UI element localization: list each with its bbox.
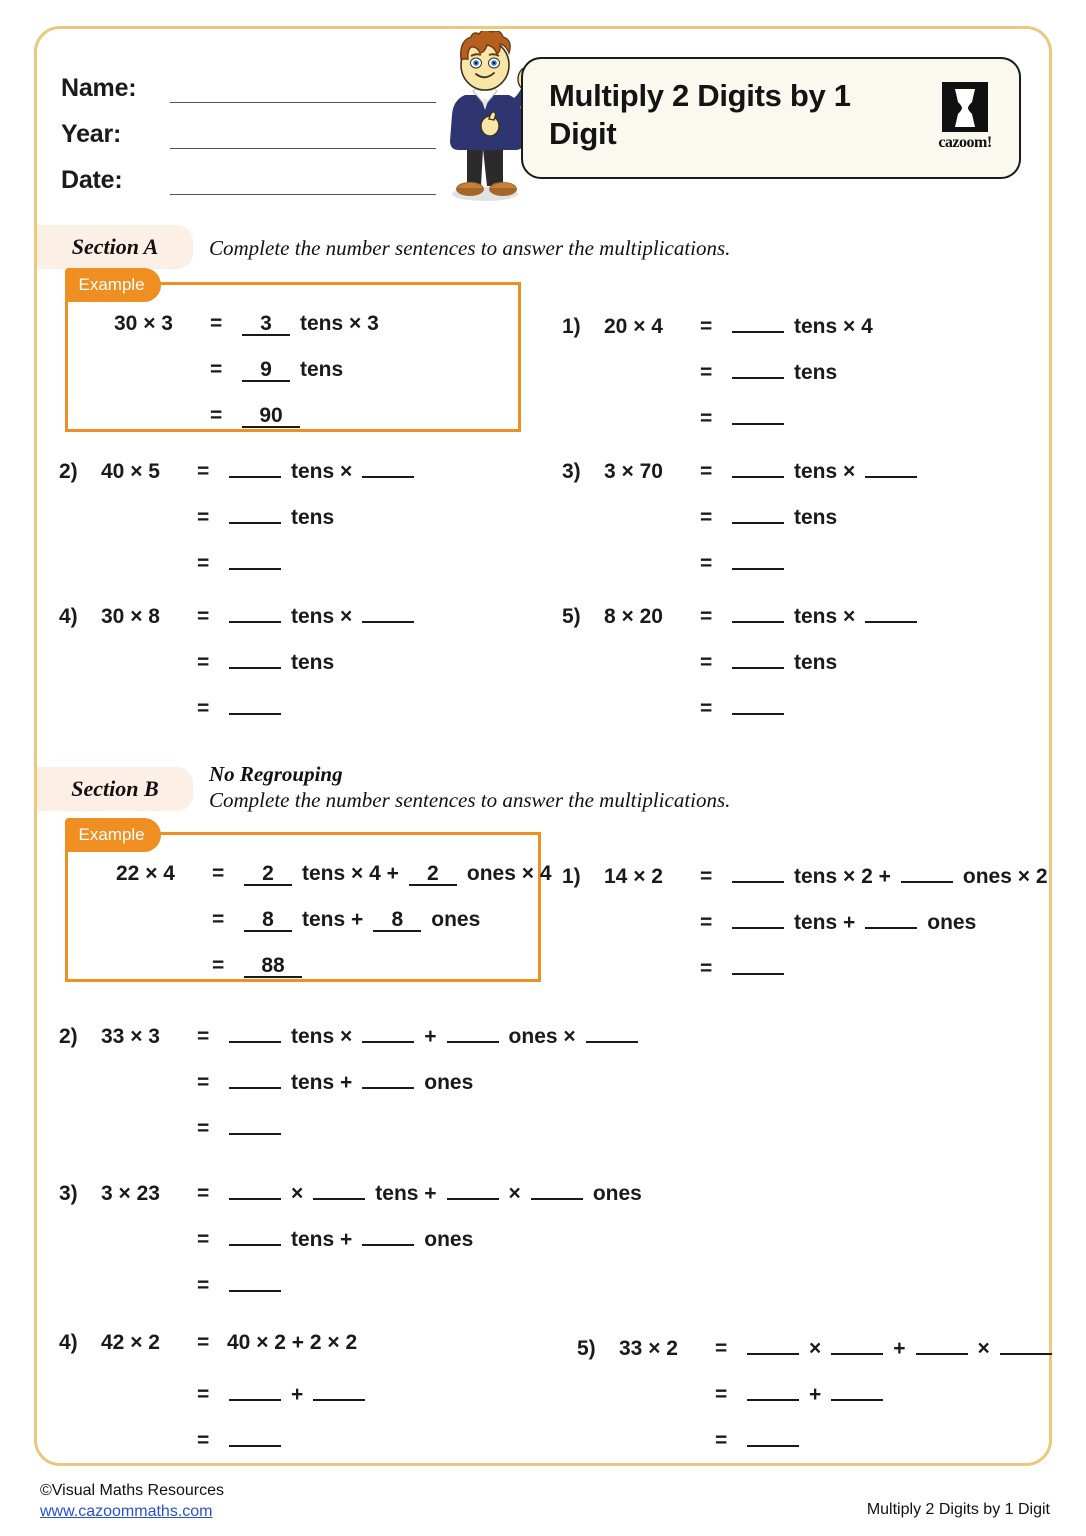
answer-blank[interactable]: 9	[242, 358, 290, 382]
answer-blank[interactable]	[747, 1377, 799, 1401]
math-line	[59, 1065, 644, 1111]
answer-blank[interactable]	[447, 1176, 499, 1200]
question-block	[59, 1019, 644, 1157]
date-input-line[interactable]	[170, 164, 436, 195]
answer-blank[interactable]	[229, 691, 281, 715]
math-line	[114, 312, 383, 358]
answer-blank[interactable]	[747, 1331, 799, 1355]
question-block	[59, 1331, 371, 1469]
section-a-instruction: Complete the number sentences to answer the multiplications.	[209, 236, 731, 260]
question-block	[59, 454, 420, 592]
math-expression: 33 × 2	[619, 1337, 678, 1360]
equals-sign: =	[197, 1331, 210, 1354]
answer-blank[interactable]	[732, 905, 784, 929]
equals-sign: =	[197, 1383, 210, 1406]
math-label: +	[809, 1383, 822, 1406]
worksheet-page-frame	[34, 26, 1052, 1466]
math-line	[116, 954, 556, 1000]
math-expression: 33 × 3	[101, 1025, 160, 1048]
answer-blank[interactable]	[732, 599, 784, 623]
name-input-line[interactable]	[170, 72, 436, 103]
math-label: tens +	[302, 908, 364, 931]
math-label: tens ×	[291, 1025, 353, 1048]
section-b-instruction: Complete the number sentences to answer the multiplications.	[209, 788, 731, 812]
math-label: tens +	[794, 911, 856, 934]
equals-sign: =	[212, 908, 225, 931]
question-number: 3)	[562, 460, 581, 483]
math-expression: 20 × 4	[604, 315, 663, 338]
answer-blank[interactable]	[229, 1176, 281, 1200]
math-label: tens +	[291, 1071, 353, 1094]
year-field-label: Year:	[61, 120, 122, 148]
question-block	[562, 454, 923, 592]
equals-sign: =	[700, 957, 713, 980]
answer-blank[interactable]	[229, 1019, 281, 1043]
section-b-example-box	[65, 825, 552, 982]
math-label: ×	[977, 1337, 990, 1360]
math-line	[562, 401, 877, 447]
math-expression: 42 × 2	[101, 1331, 160, 1354]
answer-blank[interactable]: 90	[242, 404, 300, 428]
math-label: tens +	[291, 1228, 353, 1251]
math-line	[116, 908, 556, 954]
math-expression: 30 × 3	[114, 312, 173, 335]
math-label: tens × 3	[300, 312, 379, 335]
math-label: tens +	[375, 1182, 437, 1205]
math-line	[59, 1268, 646, 1314]
worksheet-header	[37, 29, 1049, 204]
equals-sign: =	[197, 1429, 210, 1452]
equals-sign: =	[715, 1429, 728, 1452]
answer-blank[interactable]	[732, 691, 784, 715]
answer-blank[interactable]	[732, 859, 784, 883]
math-label: ×	[291, 1182, 304, 1205]
answer-blank[interactable]	[1000, 1331, 1052, 1355]
math-line	[116, 862, 556, 908]
section-a-label	[37, 225, 193, 269]
equals-sign: =	[700, 651, 713, 674]
page-title: Multiply 2 Digits by 1 Digit	[549, 78, 851, 151]
answer-blank[interactable]	[732, 645, 784, 669]
answer-blank[interactable]	[229, 1222, 281, 1246]
math-line	[59, 546, 420, 592]
equals-sign: =	[197, 460, 210, 483]
answer-blank[interactable]	[732, 309, 784, 333]
math-line	[562, 951, 1052, 997]
question-number: 1)	[562, 315, 581, 338]
question-block	[577, 1331, 1058, 1469]
year-input-line[interactable]	[170, 118, 436, 149]
question-number: 4)	[59, 1331, 78, 1354]
footer-worksheet-name: Multiply 2 Digits by 1 Digit	[866, 1501, 1050, 1518]
section-a-example-content	[114, 312, 383, 450]
answer-blank[interactable]	[229, 454, 281, 478]
math-line	[59, 1331, 371, 1377]
equals-sign: =	[700, 552, 713, 575]
section-b-example-badge: Example	[65, 818, 161, 852]
question-number: 5)	[577, 1337, 596, 1360]
answer-blank[interactable]	[362, 599, 414, 623]
question-number: 1)	[562, 865, 581, 888]
math-line	[59, 1111, 644, 1157]
equals-sign: =	[715, 1337, 728, 1360]
math-label: ones × 2	[962, 865, 1048, 888]
question-block	[562, 309, 877, 447]
date-field-label: Date:	[61, 166, 123, 194]
math-line	[562, 645, 923, 691]
math-label: +	[424, 1025, 437, 1048]
cazoom-logo	[931, 82, 999, 160]
question-block	[562, 859, 1052, 997]
answer-blank[interactable]	[229, 546, 281, 570]
section-a-example-badge: Example	[65, 268, 161, 302]
year-field-row	[61, 103, 436, 149]
answer-blank[interactable]	[732, 951, 784, 975]
math-line	[562, 599, 923, 645]
answer-blank[interactable]	[229, 1111, 281, 1135]
name-field-row	[61, 57, 436, 103]
math-line	[562, 859, 1052, 905]
answer-blank[interactable]: 88	[244, 954, 302, 978]
math-label: tens × 2 +	[794, 865, 891, 888]
answer-blank[interactable]	[831, 1331, 883, 1355]
math-line	[114, 404, 383, 450]
equals-sign: =	[197, 506, 210, 529]
answer-blank[interactable]	[586, 1019, 638, 1043]
equals-sign: =	[700, 460, 713, 483]
math-line	[59, 599, 420, 645]
math-label: tens	[794, 651, 838, 674]
answer-blank[interactable]	[229, 500, 281, 524]
math-label: ones	[431, 908, 481, 931]
section-b-instruction-wrap	[209, 761, 730, 813]
math-label: tens	[291, 651, 335, 674]
math-line	[577, 1377, 1058, 1423]
question-number: 2)	[59, 1025, 78, 1048]
math-label: ones	[592, 1182, 642, 1205]
question-block	[59, 1176, 646, 1314]
math-label: tens ×	[794, 605, 856, 628]
equals-sign: =	[197, 605, 210, 628]
answer-blank[interactable]	[362, 1065, 414, 1089]
equals-sign: =	[700, 911, 713, 934]
math-line	[59, 1377, 371, 1423]
equals-sign: =	[197, 1025, 210, 1048]
answer-blank[interactable]	[865, 454, 917, 478]
answer-blank[interactable]	[229, 645, 281, 669]
math-label: tens	[300, 358, 344, 381]
footer-website-link[interactable]: www.cazoommaths.com	[40, 1503, 213, 1520]
math-expression: 14 × 2	[604, 865, 663, 888]
equals-sign: =	[715, 1383, 728, 1406]
section-a-label-text: Section A	[71, 234, 159, 259]
footer-left	[40, 1480, 224, 1522]
answer-blank[interactable]	[732, 454, 784, 478]
equals-sign: =	[197, 1228, 210, 1251]
cazoom-logo-mark-icon	[942, 82, 988, 132]
question-number: 3)	[59, 1182, 78, 1205]
math-expression: 30 × 8	[101, 605, 160, 628]
answer-blank[interactable]: 8	[373, 908, 421, 932]
math-line	[59, 500, 420, 546]
answer-blank[interactable]	[362, 1222, 414, 1246]
answer-blank[interactable]	[747, 1423, 799, 1447]
math-expression: 3 × 70	[604, 460, 663, 483]
student-info-fields	[61, 57, 436, 195]
math-line	[114, 358, 383, 404]
math-line	[59, 1222, 646, 1268]
answer-blank[interactable]	[447, 1019, 499, 1043]
question-block	[562, 599, 923, 737]
equals-sign: =	[210, 404, 223, 427]
cazoom-logo-wordmark: cazoom!	[938, 134, 992, 151]
math-label: tens	[794, 361, 838, 384]
answer-blank[interactable]	[313, 1176, 365, 1200]
math-label: ones × 4	[466, 862, 552, 885]
math-line	[577, 1331, 1058, 1377]
math-line	[59, 691, 420, 737]
math-label: ones	[424, 1071, 474, 1094]
math-line	[562, 905, 1052, 951]
equals-sign: =	[197, 1071, 210, 1094]
question-block	[59, 599, 420, 737]
section-b-label-text: Section B	[71, 776, 159, 801]
math-label: tens ×	[794, 460, 856, 483]
math-label: ones ×	[508, 1025, 576, 1048]
equals-sign: =	[197, 1274, 210, 1297]
copyright-text: ©Visual Maths Resources	[40, 1482, 225, 1499]
answer-blank[interactable]	[831, 1377, 883, 1401]
math-label: tens ×	[291, 605, 353, 628]
math-line	[562, 454, 923, 500]
equals-sign: =	[700, 697, 713, 720]
section-a-example-box	[65, 275, 521, 432]
equals-sign: =	[212, 862, 225, 885]
math-expression: 40 × 5	[101, 460, 160, 483]
section-b-example-content	[116, 862, 556, 1000]
section-b-label	[37, 767, 193, 811]
answer-blank[interactable]	[229, 599, 281, 623]
section-b-sub-title: No Regrouping	[209, 762, 343, 786]
answer-blank[interactable]	[865, 905, 917, 929]
math-line	[59, 1176, 646, 1222]
answer-blank[interactable]	[732, 401, 784, 425]
equals-sign: =	[700, 605, 713, 628]
math-label: ones	[424, 1228, 474, 1251]
equals-sign: =	[210, 312, 223, 335]
answer-blank[interactable]	[362, 1019, 414, 1043]
answer-blank[interactable]	[531, 1176, 583, 1200]
math-label: tens × 4	[794, 315, 873, 338]
math-line	[562, 309, 877, 355]
equals-sign: =	[700, 407, 713, 430]
equals-sign: =	[700, 361, 713, 384]
answer-blank[interactable]: 2	[244, 862, 292, 886]
name-field-label: Name:	[61, 74, 137, 102]
math-label: tens × 4 +	[302, 862, 399, 885]
equals-sign: =	[700, 315, 713, 338]
answer-blank[interactable]	[901, 859, 953, 883]
math-line	[59, 1019, 644, 1065]
math-label: +	[893, 1337, 906, 1360]
answer-blank[interactable]: 2	[409, 862, 457, 886]
math-line	[59, 454, 420, 500]
equals-sign: =	[210, 358, 223, 381]
answer-blank[interactable]	[313, 1377, 365, 1401]
answer-blank[interactable]: 3	[242, 312, 290, 336]
math-label: ×	[508, 1182, 521, 1205]
math-label: ×	[809, 1337, 822, 1360]
answer-blank[interactable]	[732, 355, 784, 379]
answer-blank[interactable]: 8	[244, 908, 292, 932]
math-label: tens	[291, 506, 335, 529]
equals-sign: =	[197, 697, 210, 720]
math-line	[59, 645, 420, 691]
question-number: 4)	[59, 605, 78, 628]
answer-blank[interactable]	[362, 454, 414, 478]
math-expression: 3 × 23	[101, 1182, 160, 1205]
math-label: ones	[927, 911, 977, 934]
equals-sign: =	[212, 954, 225, 977]
question-number: 2)	[59, 460, 78, 483]
answer-blank[interactable]	[732, 500, 784, 524]
math-label: tens	[794, 506, 838, 529]
math-label: 40 × 2 + 2 × 2	[227, 1331, 358, 1354]
math-label: +	[291, 1383, 304, 1406]
equals-sign: =	[197, 1182, 210, 1205]
equals-sign: =	[700, 865, 713, 888]
answer-blank[interactable]	[865, 599, 917, 623]
answer-blank[interactable]	[732, 546, 784, 570]
question-number: 5)	[562, 605, 581, 628]
math-line	[562, 691, 923, 737]
math-label: tens ×	[291, 460, 353, 483]
answer-blank[interactable]	[229, 1065, 281, 1089]
math-line	[59, 1423, 371, 1469]
equals-sign: =	[197, 651, 210, 674]
answer-blank[interactable]	[229, 1377, 281, 1401]
equals-sign: =	[197, 1117, 210, 1140]
answer-blank[interactable]	[916, 1331, 968, 1355]
math-line	[562, 355, 877, 401]
math-line	[562, 500, 923, 546]
math-expression: 8 × 20	[604, 605, 663, 628]
math-line	[562, 546, 923, 592]
equals-sign: =	[197, 552, 210, 575]
math-line	[577, 1423, 1058, 1469]
answer-blank[interactable]	[229, 1268, 281, 1292]
date-field-row	[61, 149, 436, 195]
equals-sign: =	[700, 506, 713, 529]
answer-blank[interactable]	[229, 1423, 281, 1447]
worksheet-title-box	[521, 57, 1021, 179]
math-expression: 22 × 4	[116, 862, 175, 885]
